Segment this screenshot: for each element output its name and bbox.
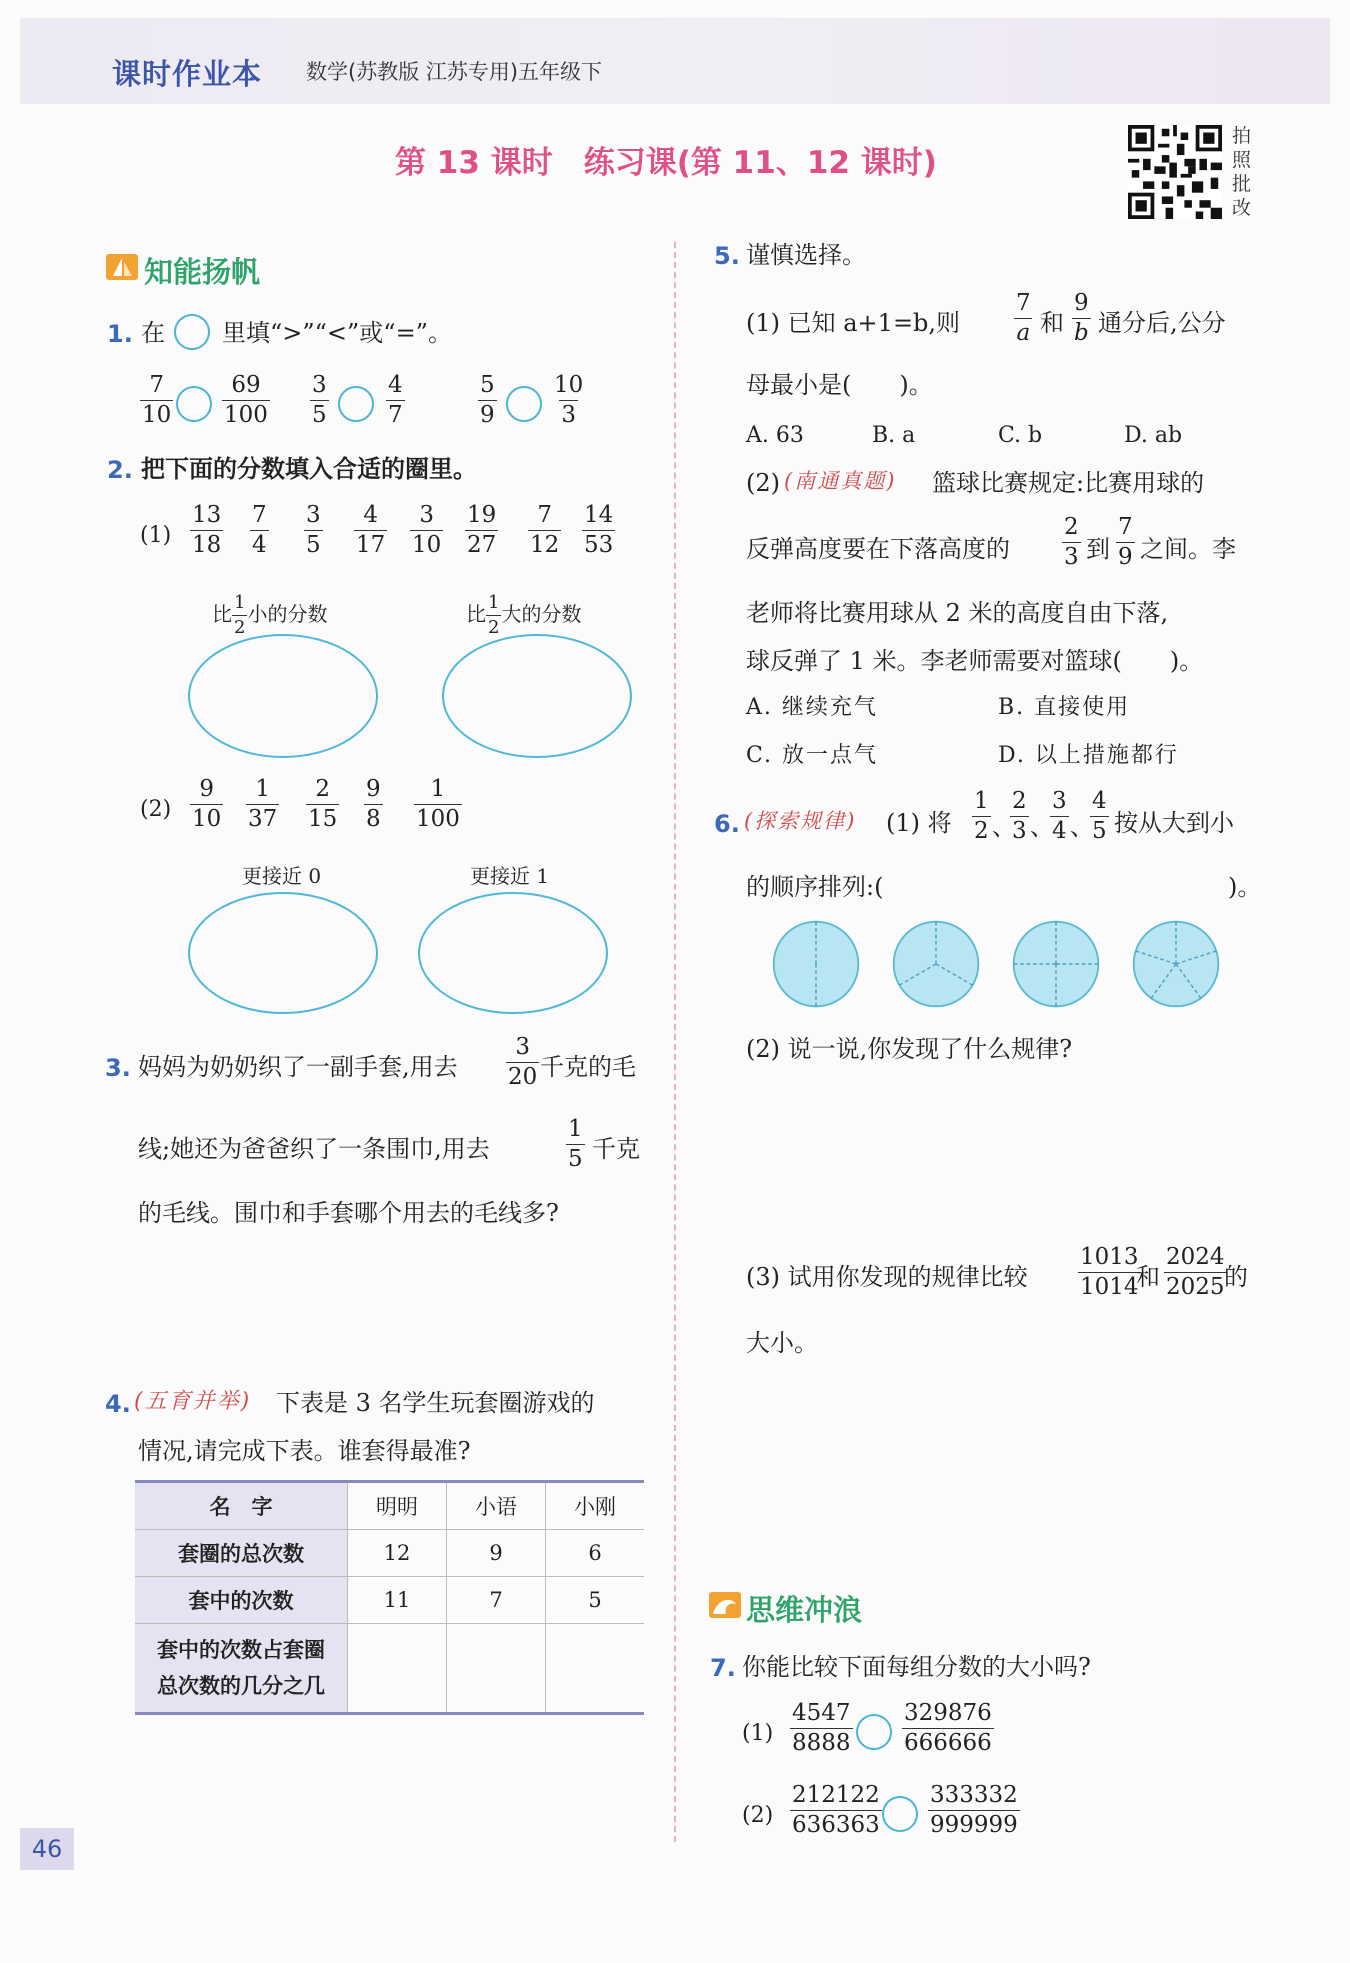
choice-a[interactable]: A. 继续充气 (746, 695, 878, 720)
q5-p2a: 篮球比赛规定:比赛用球的 (932, 469, 1205, 497)
compare-circle[interactable] (338, 386, 374, 422)
fraction: 3 4 (1052, 788, 1067, 844)
fraction: 2 15 (308, 776, 338, 832)
oval-label-near-zero: 更接近 0 (242, 864, 322, 888)
fraction: 69 100 (224, 372, 268, 428)
table-row (135, 1624, 644, 1714)
fraction: 3 10 (412, 502, 442, 558)
q3-line1a: 妈妈为奶奶织了一副手套,用去 (138, 1053, 458, 1081)
q5-text: 谨慎选择。 (746, 241, 866, 269)
pie-halves (770, 918, 862, 1010)
fraction: 2 3 (1012, 788, 1027, 844)
oval-label-near-one: 更接近 1 (470, 864, 550, 888)
q4-line2: 情况,请完成下表。谁套得最准? (138, 1437, 471, 1465)
q5-p2d: 之间。李 (1140, 535, 1236, 563)
fraction: 14 53 (584, 502, 614, 558)
fraction: 10 3 (554, 372, 584, 428)
book-subtitle: 数学(苏教版 江苏专用)五年级下 (306, 60, 603, 84)
ring-toss-table (135, 1480, 644, 1715)
q5-p2-label: (2) (746, 469, 780, 497)
q6-p3a: (3) 试用你发现的规律比较 (746, 1263, 1028, 1291)
fraction: 3 5 (312, 372, 327, 428)
separator: 、 (1030, 813, 1054, 841)
fraction: 333332 999999 (930, 1782, 1018, 1838)
q3-line2a: 线;她还为爸爸织了一条围巾,用去 (138, 1135, 490, 1163)
page-number: 46 (20, 1828, 74, 1870)
table-row (135, 1482, 644, 1530)
table-row-label: 套中的次数占套圈 总次数的几分之几 (135, 1624, 348, 1714)
fraction: 7 a (1016, 290, 1031, 346)
oval-near-one[interactable] (418, 892, 608, 1014)
q3-line1b: 千克的毛 (540, 1053, 636, 1081)
choice-b[interactable]: B. a (872, 423, 916, 448)
choice-b[interactable]: B. 直接使用 (998, 695, 1131, 720)
table-row-label: 套圈的总次数 (135, 1530, 348, 1577)
fraction: 9 b (1074, 290, 1089, 346)
q2-part1-label: (1) (140, 523, 172, 548)
q5-p1d: 母最小是( )。 (746, 371, 933, 399)
table-cell: 11 (348, 1577, 447, 1624)
fraction: 1013 1014 (1080, 1244, 1139, 1300)
table-header-cell: 明明 (348, 1482, 447, 1530)
q6-tag: (探索规律) (744, 809, 857, 833)
fraction: 2 3 (1064, 514, 1079, 570)
q6-p3c: 的 (1224, 1263, 1248, 1291)
section-title-basic: 知能扬帆 (144, 255, 261, 289)
q6-p2: (2) 说一说,你发现了什么规律? (746, 1035, 1073, 1063)
answer-cell[interactable] (447, 1624, 546, 1714)
table-cell: 6 (546, 1530, 645, 1577)
q2-text: 把下面的分数填入合适的圈里。 (141, 455, 477, 483)
lesson-title: 第 13 课时 练习课(第 11、12 课时) (395, 145, 937, 181)
fraction: 7 9 (1118, 514, 1133, 570)
choice-a[interactable]: A. 63 (746, 423, 804, 448)
fraction: 1 5 (568, 1116, 583, 1172)
q7-text: 你能比较下面每组分数的大小吗? (742, 1653, 1091, 1681)
fraction: 4 5 (1092, 788, 1107, 844)
compare-circle[interactable] (856, 1714, 892, 1750)
q2-number: 2. (107, 456, 133, 484)
oval-greater-than-half[interactable] (442, 634, 632, 758)
q4-number: 4. (105, 1390, 131, 1418)
q5-tag: (南通真题) (784, 469, 897, 493)
fraction: 1 37 (248, 776, 278, 832)
table-header-cell: 名 字 (135, 1482, 348, 1530)
choice-d[interactable]: D. 以上措施都行 (998, 743, 1179, 768)
fraction: 13 18 (192, 502, 222, 558)
table-cell: 9 (447, 1530, 546, 1577)
q5-p2c: 到 (1086, 535, 1110, 563)
table-cell: 5 (546, 1577, 645, 1624)
q7-r2-label: (2) (742, 1803, 774, 1828)
brand-title: 课时作业本 (112, 57, 263, 91)
table-cell: 7 (447, 1577, 546, 1624)
compare-circle[interactable] (882, 1796, 918, 1832)
separator: 、 (992, 813, 1016, 841)
q7-number: 7. (710, 1654, 736, 1682)
choice-c[interactable]: C. b (998, 423, 1043, 448)
q6-p1b: 按从大到小 (1114, 809, 1234, 837)
sail-icon (105, 252, 139, 282)
fraction: 7 10 (142, 372, 172, 428)
q6-p3d: 大小。 (746, 1329, 818, 1357)
q3-line2b: 千克 (592, 1135, 640, 1163)
table-row (135, 1577, 644, 1624)
table-row-label: 套中的次数 (135, 1577, 348, 1624)
wave-icon (708, 1590, 742, 1620)
fraction: 19 27 (467, 502, 497, 558)
fraction: 1 100 (416, 776, 460, 832)
table-header-cell: 小刚 (546, 1482, 645, 1530)
oval-label-greater-half: 比 $\frac{1}{2}$ 大的分数 (466, 592, 582, 638)
table-header-cell: 小语 (447, 1482, 546, 1530)
choice-c[interactable]: C. 放一点气 (746, 743, 879, 768)
q1-number: 1. (107, 320, 133, 348)
q5-p1c: 通分后,公分 (1098, 309, 1226, 337)
table-row (135, 1530, 644, 1577)
q6-p1a: (1) 将 (886, 809, 952, 837)
oval-label-less-half: 比 $\frac{1}{2}$ 小的分数 (212, 592, 328, 638)
q5-p2e: 老师将比赛用球从 2 米的高度自由下落, (746, 599, 1169, 627)
q6-p1c: 的顺序排列:( (746, 873, 884, 901)
fraction: 3 5 (306, 502, 321, 558)
fraction: 4 7 (388, 372, 403, 428)
q4-line1: 下表是 3 名学生玩套圈游戏的 (276, 1389, 595, 1417)
fraction: 9 8 (366, 776, 381, 832)
answer-cell[interactable] (546, 1624, 645, 1714)
choice-d[interactable]: D. ab (1124, 423, 1183, 448)
q2-part2-label: (2) (140, 797, 172, 822)
fraction: 5 9 (480, 372, 495, 428)
qr-code-icon[interactable] (1128, 125, 1222, 219)
oval-less-than-half[interactable] (188, 634, 378, 758)
q3-number: 3. (105, 1054, 131, 1082)
fraction: 212122 636363 (792, 1782, 880, 1838)
pie-fifths (1130, 918, 1222, 1010)
fraction: 2024 2025 (1166, 1244, 1225, 1300)
answer-circle[interactable] (174, 314, 210, 350)
answer-cell[interactable] (348, 1624, 447, 1714)
fraction: 7 4 (252, 502, 267, 558)
q6-p1d: )。 (1228, 873, 1262, 901)
q7-r1-label: (1) (742, 1721, 774, 1746)
fraction: 9 10 (192, 776, 222, 832)
fraction: 329876 666666 (904, 1700, 992, 1756)
pie-quarters (1010, 918, 1102, 1010)
q4-tag: (五育并举) (134, 1389, 252, 1414)
q5-p2b: 反弹高度要在下落高度的 (746, 535, 1010, 563)
q5-p1a: (1) 已知 a+1=b,则 (746, 309, 961, 337)
pie-thirds (890, 918, 982, 1010)
fraction: 7 12 (530, 502, 560, 558)
q1-text-post: 里填“>”“<”或“=”。 (222, 319, 452, 347)
fraction: 1 2 (974, 788, 989, 844)
qr-label: 拍照批改 (1232, 125, 1252, 219)
q1-text-pre: 在 (141, 319, 165, 347)
oval-near-zero[interactable] (188, 892, 378, 1014)
compare-circle[interactable] (176, 386, 212, 422)
column-divider (674, 242, 676, 1842)
fraction: 4 17 (356, 502, 386, 558)
separator: 、 (1070, 813, 1094, 841)
q5-p2f: 球反弹了 1 米。李老师需要对篮球( )。 (746, 647, 1204, 675)
q6-number: 6. (714, 810, 740, 838)
q5-number: 5. (714, 242, 740, 270)
section-title-thinking: 思维冲浪 (746, 1593, 863, 1627)
q3-line3: 的毛线。围巾和手套哪个用去的毛线多? (138, 1199, 559, 1227)
q5-p1b: 和 (1040, 309, 1064, 337)
table-cell: 12 (348, 1530, 447, 1577)
fraction: 3 20 (508, 1034, 538, 1090)
fraction: 4547 8888 (792, 1700, 851, 1756)
q6-p3b: 和 (1136, 1263, 1160, 1291)
compare-circle[interactable] (506, 386, 542, 422)
